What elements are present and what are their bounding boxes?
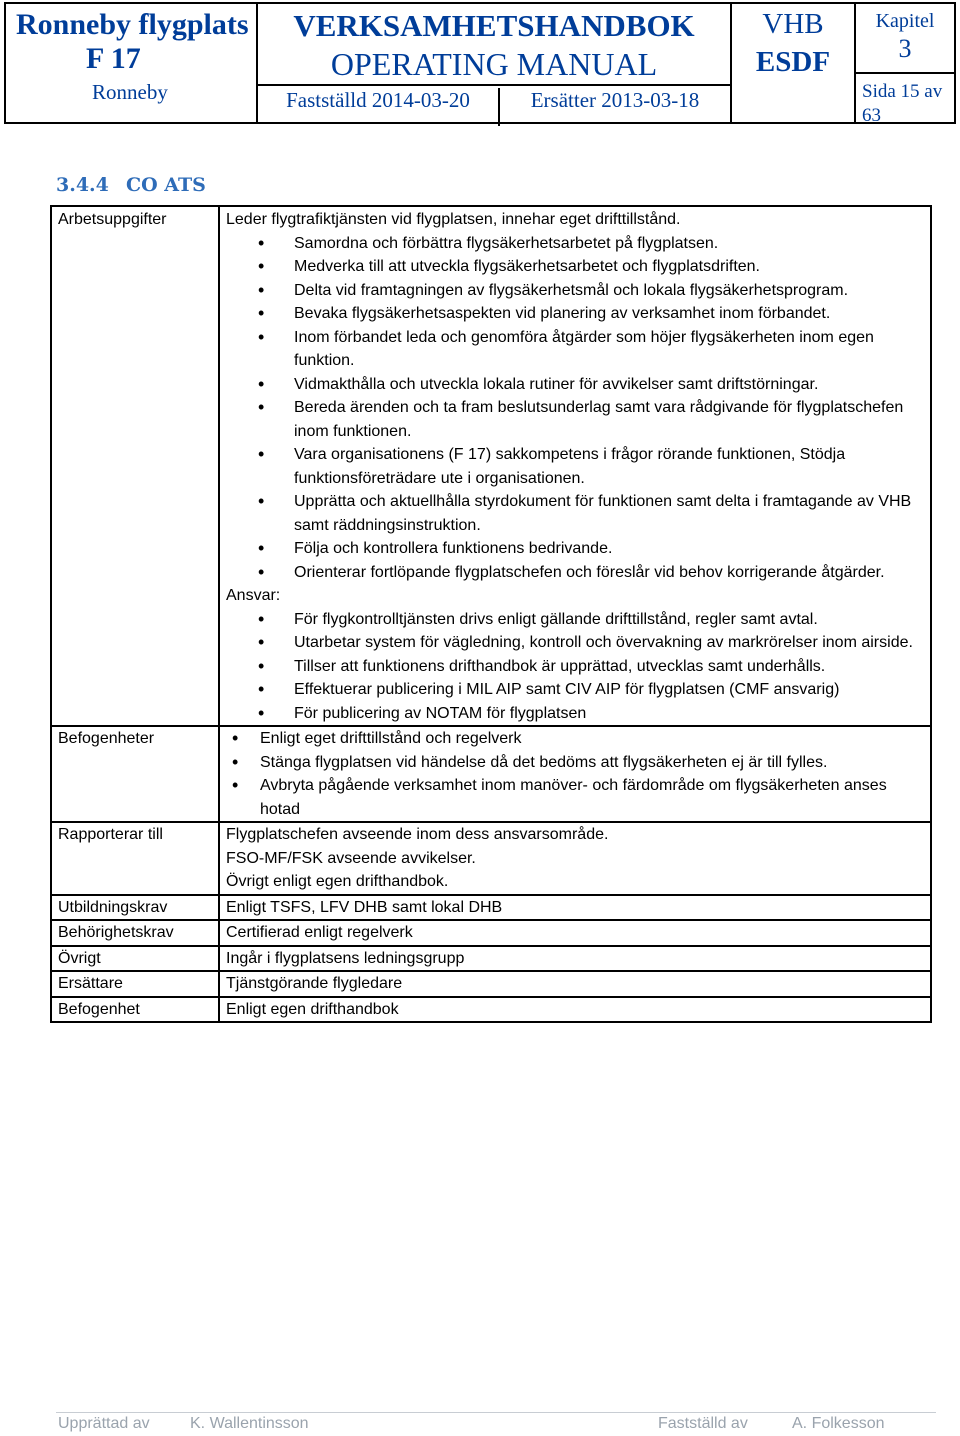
list-item: • För publicering av NOTAM för flygplatsen bbox=[226, 702, 924, 726]
section-title: CO ATS bbox=[126, 174, 206, 196]
arbetsuppgifter-list bbox=[226, 232, 924, 585]
page-number-row bbox=[856, 72, 954, 126]
header-dates-row bbox=[258, 84, 730, 122]
list-item: • Bereda ärenden och ta fram beslutsunderlag samt vara rådgivande för flygplatschefen inom funktionen. bbox=[226, 396, 924, 443]
replaces-date: Ersätter 2013-03-18 bbox=[498, 88, 730, 126]
list-item: • Vara organisationens (F 17) sakkompetens i frågor rörande funktionen, Stödja funktionsföreträdare ute i organisationen. bbox=[226, 443, 924, 490]
list-item: • Stänga flygplatsen vid händelse då det bedöms att flygsäkerheten ej är till fylles. bbox=[226, 751, 924, 775]
list-item: • Följa och kontrollera funktionens bedrivande. bbox=[226, 537, 924, 561]
befogenheter-list bbox=[226, 727, 924, 821]
list-item: • Samordna och förbättra flygsäkerhetsarbetet på flygplatsen. bbox=[226, 232, 924, 256]
table-row bbox=[51, 997, 931, 1023]
rapporterar-line: Flygplatschefen avseende inom dess ansvarsområde. bbox=[226, 826, 609, 843]
header-title-cell bbox=[258, 4, 732, 122]
header-chapter-cell bbox=[856, 4, 954, 126]
list-item: • Inom förbandet leda och genomföra åtgärder som höjer flygsäkerheten inom egen funktion. bbox=[226, 326, 924, 373]
table-row bbox=[51, 822, 931, 895]
section-number: 3.4.4 bbox=[56, 174, 109, 196]
list-item: • Vidmakthålla och utveckla lokala rutiner för avvikelser samt driftstörningar. bbox=[226, 373, 924, 397]
row-value: Enligt TSFS, LFV DHB samt lokal DHB bbox=[219, 895, 931, 921]
list-item: • Tillser att funktionens drifthandbok är upprättad, utvecklas samt underhålls. bbox=[226, 655, 924, 679]
prepared-by: K. Wallentinsson bbox=[190, 1415, 309, 1432]
befogenheter-cell bbox=[219, 726, 931, 822]
page-total: 63 bbox=[862, 105, 881, 126]
established-date: Fastställd 2014-03-20 bbox=[286, 88, 470, 112]
prepared-label: Upprättad av bbox=[58, 1415, 150, 1432]
ansvar-list bbox=[226, 608, 924, 726]
list-item: • Avbryta pågående verksamhet inom manöver- och färdområde om flygsäkerheten anses hotad bbox=[226, 774, 924, 821]
row-value: Ingår i flygplatsens ledningsgrupp bbox=[219, 946, 931, 972]
table-row bbox=[51, 946, 931, 972]
document-footer bbox=[56, 1412, 936, 1432]
role-table bbox=[50, 205, 932, 1023]
chapter-label: Kapitel bbox=[875, 10, 935, 32]
arbetsuppgifter-intro: Leder flygtrafiktjänsten vid flygplatsen, innehar eget drifttillstånd. bbox=[226, 211, 681, 228]
row-value: Tjänstgörande flygledare bbox=[219, 971, 931, 997]
code-bottom: ESDF bbox=[755, 46, 831, 78]
list-item: • Delta vid framtagningen av flygsäkerhetsmål och lokala flygsäkerhetsprogram. bbox=[226, 279, 924, 303]
row-label: Övrigt bbox=[51, 946, 219, 972]
row-label: Rapporterar till bbox=[51, 822, 219, 895]
list-item: • Medverka till att utveckla flygsäkerhetsarbetet och flygplatsdriften. bbox=[226, 255, 924, 279]
chapter-number: 3 bbox=[898, 34, 912, 63]
table-row bbox=[51, 920, 931, 946]
table-row bbox=[51, 971, 931, 997]
list-item: • Effektuerar publicering i MIL AIP samt CIV AIP för flygplatsen (CMF ansvarig) bbox=[226, 678, 924, 702]
row-label: Behörighetskrav bbox=[51, 920, 219, 946]
unit-name: F 17 bbox=[86, 42, 141, 75]
approved-label: Fastställd av bbox=[658, 1415, 748, 1432]
row-value: Certifierad enligt regelverk bbox=[219, 920, 931, 946]
manual-subtitle: OPERATING MANUAL bbox=[330, 46, 658, 82]
code-top: VHB bbox=[762, 8, 824, 40]
rapporterar-line: Övrigt enligt egen drifthandbok. bbox=[226, 873, 449, 890]
rapporterar-cell bbox=[219, 822, 931, 895]
list-item: • Enligt eget drifttillstånd och regelverk bbox=[226, 727, 924, 751]
header-code-cell bbox=[732, 4, 856, 122]
table-row bbox=[51, 895, 931, 921]
arbetsuppgifter-cell bbox=[219, 206, 931, 726]
table-row bbox=[51, 206, 931, 726]
rapporterar-line: FSO-MF/FSK avseende avvikelser. bbox=[226, 849, 476, 867]
page-text: Sida 15 av bbox=[862, 81, 943, 102]
section-heading bbox=[56, 174, 206, 196]
airport-name: Ronneby flygplats bbox=[16, 8, 249, 41]
list-item: • Utarbetar system för vägledning, kontroll och övervakning av markrörelser inom airside. bbox=[226, 631, 924, 655]
header-airport-cell bbox=[6, 4, 258, 122]
document-header bbox=[4, 2, 956, 124]
list-item: • Bevaka flygsäkerhetsaspekten vid planering av verksamhet inom förbandet. bbox=[226, 302, 924, 326]
list-item: • För flygkontrolltjänsten drivs enligt gällande drifttillstånd, regler samt avtal. bbox=[226, 608, 924, 632]
ansvar-label: Ansvar: bbox=[226, 587, 281, 604]
table-row bbox=[51, 726, 931, 822]
list-item: • Orienterar fortlöpande flygplatschefen och föreslår vid behov korrigerande åtgärder. bbox=[226, 561, 924, 585]
row-label: Befogenhet bbox=[51, 997, 219, 1023]
manual-title: VERKSAMHETSHANDBOK bbox=[293, 8, 695, 43]
row-value: Enligt egen drifthandbok bbox=[219, 997, 931, 1023]
row-label: Arbetsuppgifter bbox=[51, 206, 219, 726]
list-item: • Upprätta och aktuellhålla styrdokument för funktionen samt delta i framtagande av VHB samt räddningsinstruktion. bbox=[226, 490, 924, 537]
location-name: Ronneby bbox=[92, 80, 168, 104]
row-label: Utbildningskrav bbox=[51, 895, 219, 921]
row-label: Befogenheter bbox=[51, 726, 219, 822]
approved-by: A. Folkesson bbox=[792, 1415, 885, 1432]
row-label: Ersättare bbox=[51, 971, 219, 997]
